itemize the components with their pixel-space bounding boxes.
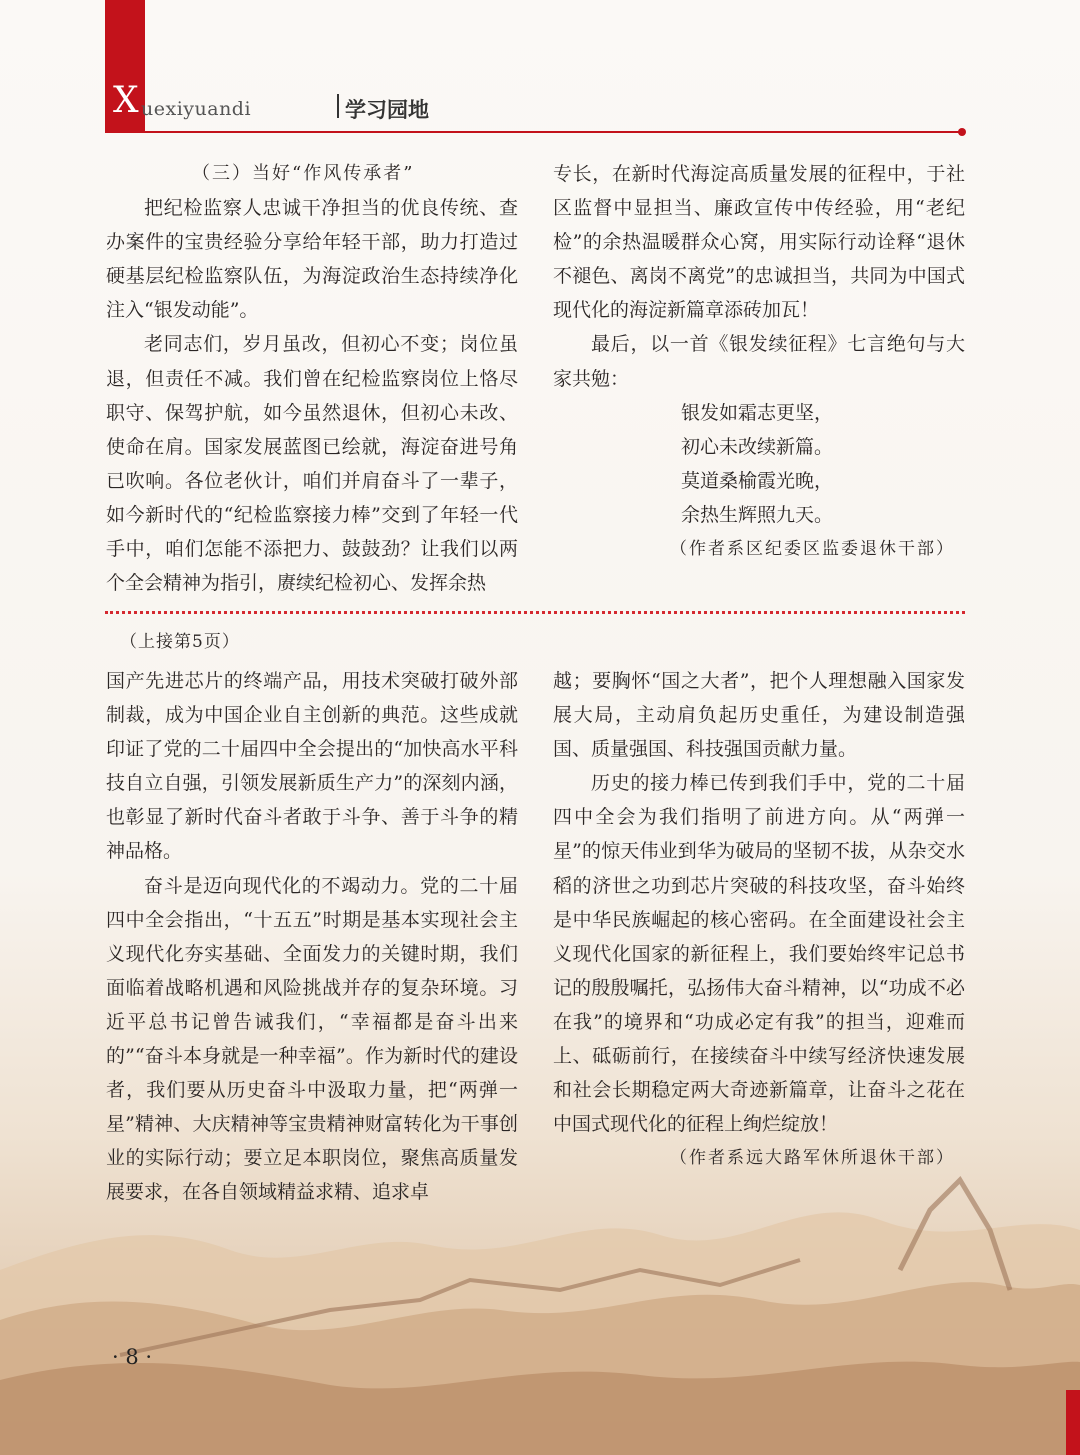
poem-line: 银发如霜志更坚，: [681, 401, 834, 424]
article-divider: [105, 611, 965, 614]
header-pinyin: uexiyuandi: [141, 98, 252, 120]
article1-paragraph: 老同志们，岁月虽改，但初心不变；岗位虽退，但责任不减。我们曾在纪检监察岗位上恪尽职守、保驾护航，如今虽然退休，但初心未改、使命在肩。国家发展蓝图已绘就，海淀奋进号角已吹响。各位老伙计，咱们并肩奋斗了一辈子，如今新时代的“纪检监察接力棒”交到了年轻一代手中，咱们怎能不添把力、鼓鼓劲？让我们以两个全会精神为指引，赓续纪检初心、发挥余热: [106, 333, 518, 595]
article2-paragraph: 奋斗是迈向现代化的不竭动力。党的二十届四中全会指出，“十五五”时期是基本实现社会主义现代化夯实基础、全面发力的关键时期，我们面临着战略机遇和风险挑战并存的复杂环境。习近平总书记曾告诫我们，“幸福都是奋斗出来的”“奋斗本身就是一种幸福”。作为新时代的建设者，我们要从历史奋斗中汲取力量，把“两弹一星”精神、大庆精神等宝贵精神财富转化为干事创业的实际行动；要立足本职岗位，聚焦高质量发展要求，在各自领域精益求精、追求卓: [106, 874, 518, 1204]
page-number: · 8 ·: [112, 1345, 153, 1369]
article2-byline: （作者系远大路军休所退休干部）: [670, 1148, 955, 1169]
header-rule-dot: [958, 128, 966, 136]
corner-red-strip: [1066, 1390, 1080, 1455]
header-rule: [105, 131, 965, 133]
article1-paragraph: 把纪检监察人忠诚干净担当的优良传统、查办案件的宝贵经验分享给年轻干部，助力打造过硬基层纪检监察队伍，为海淀政治生态持续净化注入“银发动能”。: [106, 197, 518, 322]
poem: [553, 396, 965, 532]
article2-paragraph: 越；要胸怀“国之大者”，把个人理想融入国家发展大局，主动肩负起历史重任，为建设制造强国、质量强国、科技强国贡献力量。: [553, 670, 965, 761]
poem-line: 初心未改续新篇。: [681, 435, 834, 458]
article1-subheading: （三）当好“作风传承者”: [192, 163, 415, 184]
article1-paragraph: 专长，在新时代海淀高质量发展的征程中，于社区监督中显担当、廉政宣传中传经验，用“老纪检”的余热温暖群众心窝，用实际行动诠释“退休不褪色、离岗不离党”的忠诚担当，共同为中国式现代化的海淀新篇章添砖加瓦！: [553, 163, 965, 322]
section-title: 学习园地: [345, 98, 429, 122]
header-initial: X: [113, 80, 139, 121]
poem-line: 余热生辉照九天。: [681, 503, 834, 526]
header-separator: [337, 94, 339, 118]
article2-paragraph: 历史的接力棒已传到我们手中，党的二十届四中全会为我们指明了前进方向。从“两弹一星”的惊天伟业到华为破局的坚韧不拔，从杂交水稻的济世之功到芯片突破的科技攻坚，奋斗始终是中华民族崛起的核心密码。在全面建设社会主义现代化国家的新征程上，我们要始终牢记总书记的殷殷嘱托，弘扬伟大奋斗精神，以“功成不必在我”的境界和“功成必定有我”的担当，迎难而上、砥砺前行，在接续奋斗中续写经济快速发展和社会长期稳定两大奇迹新篇章，让奋斗之花在中国式现代化的征程上绚烂绽放！: [553, 772, 965, 1136]
article1-left-column: [106, 157, 518, 600]
article1-paragraph: 最后，以一首《银发续征程》七言绝句与大家共勉：: [553, 333, 965, 390]
article2-left-column: [106, 664, 518, 1210]
continued-from-label: （上接第5页）: [120, 632, 240, 652]
poem-line: 莫道桑榆霞光晚，: [681, 469, 834, 492]
article1-right-column: [553, 157, 965, 566]
article2-right-column: [553, 664, 965, 1175]
article1-byline: （作者系区纪委区监委退休干部）: [670, 539, 955, 560]
article2-paragraph: 国产先进芯片的终端产品，用技术突破打破外部制裁，成为中国企业自主创新的典范。这些成就印证了党的二十届四中全会提出的“加快高水平科技自立自强，引领发展新质生产力”的深刻内涵，也彰显了新时代奋斗者敢于斗争、善于斗争的精神品格。: [106, 670, 518, 863]
